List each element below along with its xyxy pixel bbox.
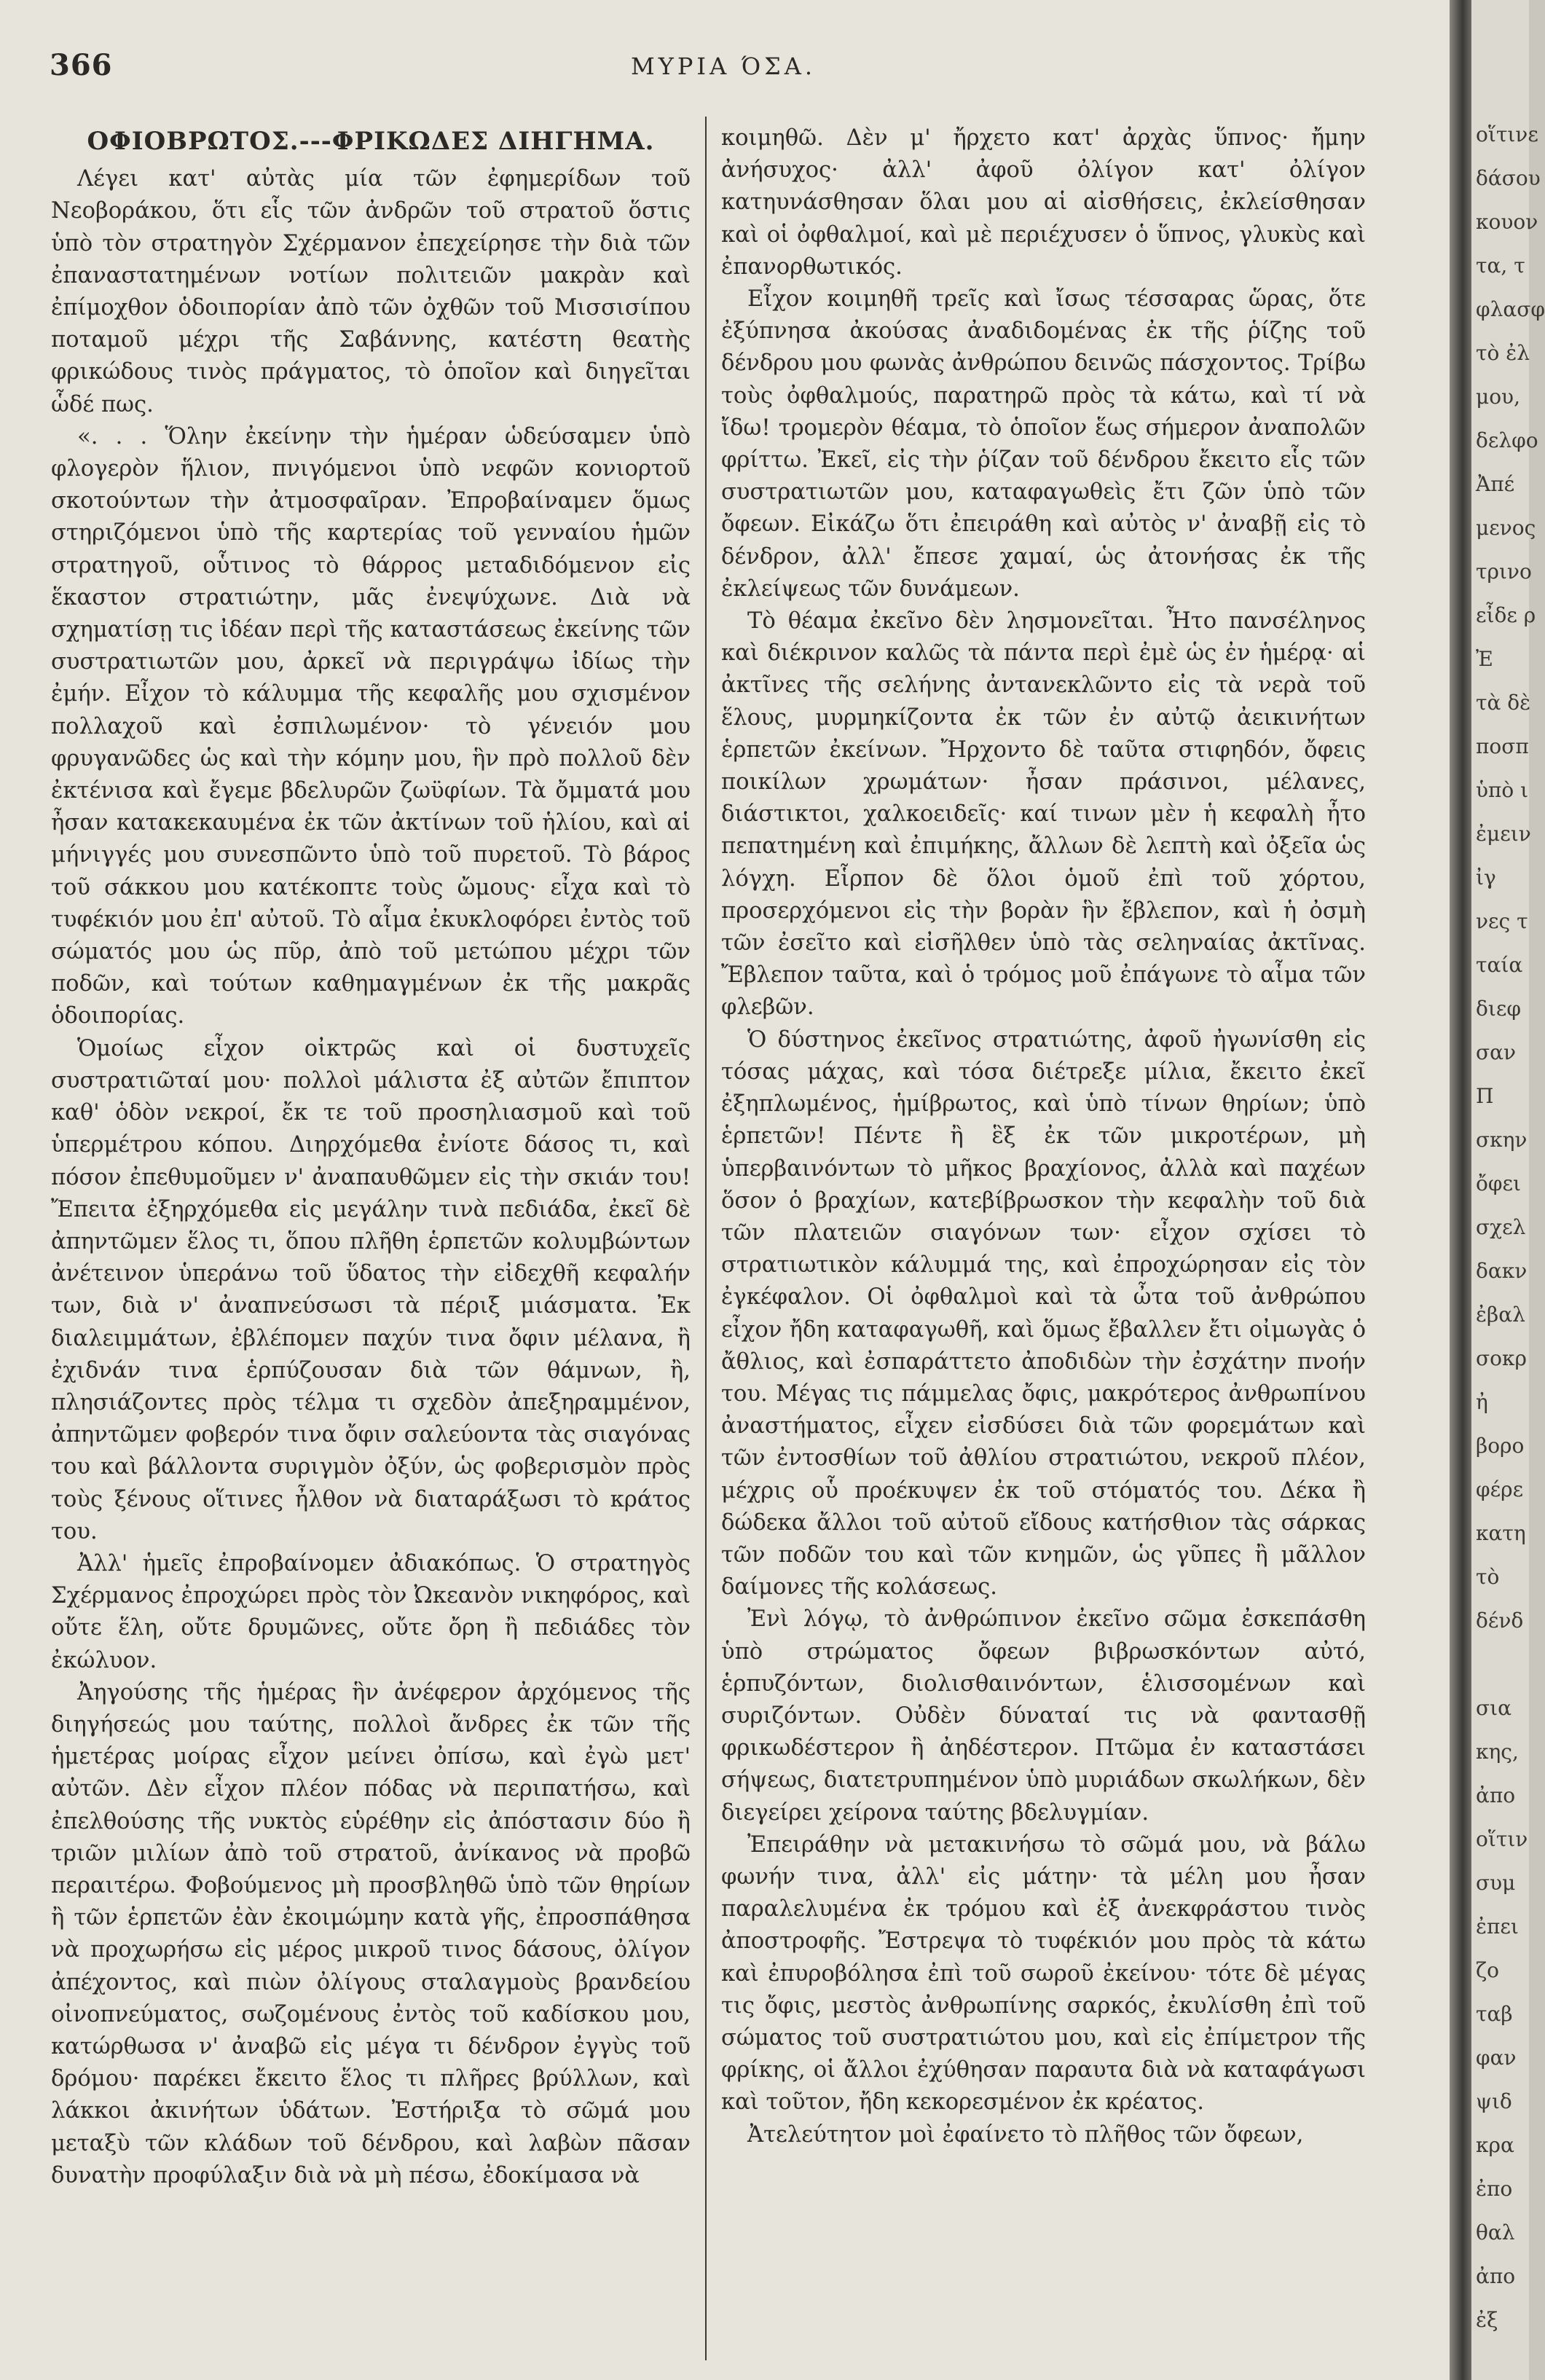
next-page-fragment: τὸ ἐλ — [1476, 341, 1530, 365]
paragraph: Ὁμοίως εἶχον οἰκτρῶς καὶ οἱ δυστυχεῖς συστρατιῶταί μου· πολλοὶ μάλιστα ἐξ αὐτῶν ἔπιπτον καθ' ὁδὸν νεκροί, ἔκ τε τοῦ προσηλιασμοῦ καὶ τοῦ ὑπερμέτρου κόπου. Διηρχόμεθα ἐνίοτε δάσος τι, καὶ πόσον ἐπεθυμοῦμεν ν' ἀναπαυθῶμεν εἰς τὴν σκιάν του! Ἔπειτα ἐξηρχόμεθα εἰς μεγάλην τινὰ πεδιάδα, ἐκεῖ δὲ ἀπηντῶμεν ἕλος τι, ὅπου πλῆθη ἑρπετῶν κολυμβώντων ἀνέτεινον ὑπεράνω τοῦ ὕδατος τὴν εἰδεχθῆ κεφαλήν των, διὰ ν' ἀναπνεύσωσι τὰ πέριξ μιάσματα. Ἐκ διαλειμμάτων, ἐβλέπομεν παχύν τινα ὄφιν μέλανα, ἢ ἐχιδνάν τινα ἑρπύζουσαν διὰ τῶν θάμνων, ἢ, πλησιάζοντες πρὸς τέλμα τι σχεδὸν ἀπεξηραμμένον, ἀπηντῶμεν φοβερόν τινα ὄφιν σαλεύοντα τὰς σιαγόνας του καὶ βάλλοντα συριγμὸν ὀξύν, ὡς φοβερισμὸν πρὸς τοὺς ξένους οἵτινες ἦλθον νὰ διαταράξωσι τὸ κράτος του. — [51, 1035, 691, 1544]
next-page-fragment: δάσου — [1476, 166, 1541, 190]
next-page-fragment: οἵτινε — [1476, 122, 1538, 146]
next-page-fragment: μου, — [1476, 385, 1520, 409]
next-page-fragment: οἵτιν — [1476, 1827, 1528, 1851]
next-page-fragment: μενος — [1476, 516, 1536, 540]
next-page-fragment: εἶδε ρ — [1476, 603, 1536, 627]
paragraph: Τὸ θέαμα ἐκεῖνο δὲν λησμονεῖται. Ἦτο πανσέληνος καὶ διέκρινον καλῶς τὰ πάντα περὶ ἐμὲ ὡς ἐν ἡμέρᾳ· αἱ ἀκτῖνες τῆς σελήνης ἀντανεκλῶντο εἰς τὰ νερὰ τοῦ ἕλους, μυρμηκίζοντα ἐκ τῶν ἐν αὐτῷ ἀεικινήτων ἑρπετῶν ἐκείνων. Ἤρχοντο δὲ ταῦτα στιφηδόν, ὄφεις ποικίλων χρωμάτων· ἦσαν πράσινοι, μέλανες, διάστικτοι, χαλκοειδεῖς· καί τινων μὲν ἡ κεφαλὴ ἦτο πεπατημένη καὶ ἐπιμήκης, ἄλλων δὲ λεπτὴ καὶ ὀξεῖα ὡς λόγχη. Εἷρπον δὲ ὅλοι ὁμοῦ ἐπὶ τοῦ χόρτου, προσερχόμενοι εἰς τὴν βορὰν ἣν ἔβλεπον, καὶ ἡ ὀσμὴ τῶν ἐσεῖτο καὶ εἰσῆλθεν ὑπὸ τὰς σεληναίας ἀκτῖνας. Ἔβλεπον ταῦτα, καὶ ὁ τρόμος μοῦ ἐπάγωνε τὸ αἷμα τῶν φλεβῶν. — [721, 608, 1366, 1021]
next-page-fragment: ποσπ — [1476, 734, 1529, 758]
paragraph: Ὁ δύστηνος ἐκεῖνος στρατιώτης, ἀφοῦ ἠγωνίσθη εἰς τόσας μάχας, καὶ τόσα διέτρεξε μίλια, ἔκειτο ἐκεῖ ἐξηπλωμένος, ἡμίβρωτος, καὶ ὑπὸ τίνων θηρίων; ὑπὸ ἑρπετῶν! Πέντε ἢ ἓξ ἐκ τῶν μικροτέρων, μὴ ὑπερβαινόντων τὸ μῆκος βραχίονος, ἀλλὰ καὶ παχέων ὅσον ὁ βραχίων, κατεβίβρωσκον τὴν κεφαλὴν τοῦ διὰ τῶν πλατειῶν σιαγόνων των· εἶχον σχίσει τὸ στρατιωτικὸν κάλυμμά της, καὶ ἐπροχώρησαν εἰς τὸν ἐγκέφαλον. Οἱ ὀφθαλμοὶ καὶ τὰ ὦτα τοῦ ἀνθρώπου εἶχον ἤδη καταφαγωθῆ, καὶ ὅμως ἔβαλλεν ἔτι οἰμωγὰς ὁ ἄθλιος, καὶ ἐσπαράττετο ἀποδιδὼν τὴν ἐσχάτην πνοήν του. Μέγας τις πάμμελας ὄφις, μακρότερος ἀνθρωπίνου ἀναστήματος, εἶχεν εἰσδύσει διὰ τῶν φορεμάτων καὶ τῶν ἐντοσθίων τοῦ ἀθλίου στρατιώτου, νεκροῦ πλέον, μέχρις οὗ προέκυψεν ἐκ τοῦ στόματός του. Δέκα ἢ δώδεκα ἄλλοι τοῦ αὐτοῦ εἴδους κατήσθιον τὰς σάρκας τῶν ποδῶν του καὶ τῶν κνημῶν, ὡς γῦπες ἢ μᾶλλον δαίμονες τῆς κολάσεως. — [721, 1026, 1366, 1601]
next-page-fragment: ὑπὸ ι — [1476, 778, 1529, 802]
next-page-fragment: τὰ δὲ — [1476, 691, 1531, 715]
next-page-fragment: θαλ — [1476, 2220, 1515, 2244]
next-page-fragment: ἐπει — [1476, 1914, 1519, 1939]
next-page-fragment: συμ — [1476, 1871, 1516, 1895]
paragraph: κοιμηθῶ. Δὲν μ' ἤρχετο κατ' ἀρχὰς ὕπνος· ἤμην ἀνήσυχος· ἀλλ' ἀφοῦ ὀλίγον κατ' ὀλίγον κατηυνάσθησαν ὅλαι μου αἱ αἰσθήσεις, ἐκλείσθησαν καὶ οἱ ὀφθαλμοί, καὶ μὲ περιέχυσεν ὁ ὕπνος, γλυκὺς καὶ ἐπανορθωτικός. — [721, 125, 1366, 280]
paragraph: Ἀηγούσης τῆς ἡμέρας ἣν ἀνέφερον ἀρχόμενος τῆς διηγήσεώς μου ταύτης, πολλοὶ ἄνδρες ἐκ τῶν τῆς ἡμετέρας μοίρας εἶχον μείνει ὀπίσω, καὶ ἐγὼ μετ' αὐτῶν. Δὲν εἶχον πλέον πόδας νὰ περιπατήσω, καὶ ἐπελθούσης τῆς νυκτὸς εὑρέθην εἰς ἀπόστασιν δύο ἢ τριῶν μιλίων ἀπὸ τοῦ στρατοῦ, ἀνίκανος νὰ προβῶ περαιτέρω. Φοβούμενος μὴ προσβληθῶ ὑπὸ τῶν θηρίων ἢ τῶν ἑρπετῶν ἐὰν ἐκοιμώμην κατὰ γῆς, ἐπροσπάθησα νὰ προχωρήσω εἰς μέρος μικροῦ τινος δάσους, ὀλίγον ἀπέχοντος, καὶ πιὼν ὀλίγους σταλαγμοὺς βρανδείου οἰνοπνεύματος, σωζομένους ἐντὸς τοῦ καδίσκου μου, κατώρθωσα ν' ἀναβῶ εἰς μέγα τι δένδρον ἐγγὺς τοῦ δρόμου· παρέκει ἔκειτο ἕλος τι πλῆρες βρύλλων, καὶ λάκκοι ἀκινήτων ὑδάτων. Ἐστήριξα τὸ σῶμά μου μεταξὺ τῶν κλάδων τοῦ δένδρου, καὶ λαβὼν πᾶσαν δυνατὴν προφύλαξιν διὰ νὰ μὴ πέσω, ἐδοκίμασα νὰ — [51, 1679, 691, 2188]
next-page-fragment: Ἀπέ — [1476, 472, 1515, 496]
next-page-fragment: διεφ — [1476, 997, 1521, 1021]
next-page-fragment: ὄφει — [1476, 1171, 1521, 1195]
next-page-fragment: τὸ — [1476, 1565, 1500, 1589]
next-page-fragment: ταβ — [1476, 2002, 1513, 2026]
next-page-fragment: δένδ — [1476, 1609, 1524, 1633]
right-column — [721, 122, 1366, 2151]
next-page-fragment: φέρε — [1476, 1477, 1524, 1501]
next-page-fragment: σοκρ — [1476, 1346, 1527, 1370]
next-page-fragment: ἐξ — [1476, 2308, 1498, 2332]
next-page-edge — [1471, 0, 1545, 2380]
next-page-fragment: ψιδ — [1476, 2089, 1512, 2113]
paragraph: Ἐπειράθην νὰ μετακινήσω τὸ σῶμά μου, νὰ βάλω φωνήν τινα, ἀλλ' εἰς μάτην· τὰ μέλη μου ἦσαν παραλελυμένα ἐκ τρόμου καὶ ἐξ ἀνεκφράστου τινὸς ἀποστροφῆς. Ἔστρεψα τὸ τυφέκιόν μου πρὸς τὰ κάτω καὶ ἐπυροβόλησα ἐπὶ τοῦ σωροῦ ἐκείνου· τότε δὲ μέγας τις ὄφις, μεστὸς ἀνθρωπίνης σαρκός, ἐκυλίσθη ἐπὶ τοῦ σώματος τοῦ συστρατιώτου μου, καὶ εἰς ἐπίμετρον τῆς φρίκης, οἱ ἄλλοι ἐχύθησαν παραυτα διὰ νὰ καταφάγωσι καὶ τοῦτον, ἤδη κεκορεσμένον ἐκ κρέατος. — [721, 1831, 1366, 2116]
paragraph: «. . . Ὅλην ἐκείνην τὴν ἡμέραν ὡδεύσαμεν ὑπὸ φλογερὸν ἥλιον, πνιγόμενοι ὑπὸ νεφῶν κονιορτοῦ σκοτούντων τὴν ἀτμοσφαῖραν. Ἐπροβαίναμεν ὅμως στηριζόμενοι ὑπὸ τῆς καρτερίας τοῦ γενναίου ἡμῶν στρατηγοῦ, οὗτινος τὸ θάρρος μεταδιδόμενον εἰς ἕκαστον στρατιώτην, μᾶς ἐνεψύχωνε. Διὰ νὰ σχηματίσῃ τις ἰδέαν περὶ τῆς καταστάσεως ἐκείνης τῶν συστρατιωτῶν μου, ἀρκεῖ νὰ περιγράψω ἰδίως τὴν ἐμήν. Εἶχον τὸ κάλυμμα τῆς κεφαλῆς μου σχισμένον πολλαχοῦ καὶ ἐσπιλωμένον· τὸ γένειόν μου φρυγανῶδες ὡς καὶ τὴν κόμην μου, ἣν πρὸ πολλοῦ δὲν ἐκτένισα καὶ ἔγεμε βδελυρῶν ζωϋφίων. Τὰ ὄμματά μου ἦσαν κατακεκαυμένα ἐκ τῶν ἀκτίνων τοῦ ἡλίου, καὶ αἱ μήνιγγές μου συνεσπῶντο ὑπὸ τοῦ πυρετοῦ. Τὸ βάρος τοῦ σάκκου μου κατέκοπτε τοὺς ὤμους· εἶχα καὶ τὸ τυφέκιόν μου ἐπ' αὐτοῦ. Τὸ αἷμα ἐκυκλοφόρει ἐντὸς τοῦ σώματός μου ὡς πῦρ, ἀπὸ τοῦ μετώπου μέχρι τῶν ποδῶν, καὶ τούτων καθημαγμένων ἐκ τῆς μακρᾶς ὁδοιπορίας. — [51, 423, 691, 1029]
paragraph: Λέγει κατ' αὐτὰς μία τῶν ἐφημερίδων τοῦ Νεοβοράκου, ὅτι εἷς τῶν ἀνδρῶν τοῦ στρατοῦ ὅστις ὑπὸ τὸν στρατηγὸν Σχέρμανον ἐπεχείρησε τὴν διὰ τῶν ἐπαναστατημένων νοτίων πολιτειῶν μακρὰν καὶ ἐπίμοχθον ὁδοιπορίαν ἀπὸ τῶν ὀχθῶν τοῦ Μισσισίπου ποταμοῦ μέχρι τῆς Σαβάννης, κατέστη θεατὴς φρικώδους τινὸς πράγματος, τὸ ὁποῖον καὶ διηγεῖται ὧδέ πως. — [51, 166, 691, 417]
column-divider — [705, 117, 707, 2360]
next-page-fragment: σια — [1476, 1696, 1511, 1720]
next-page-fragment: σχελ — [1476, 1215, 1526, 1239]
article-title: ΟΦΙΟΒΡΩΤΟΣ.---ΦΡΙΚΩΔΕΣ ΔΙΗΓΗΜΑ. — [87, 127, 655, 156]
paragraph: Ἀλλ' ἡμεῖς ἐπροβαίνομεν ἀδιακόπως. Ὁ στρατηγὸς Σχέρμανος ἐπροχώρει πρὸς τὸν Ὠκεανὸν νικηφόρος, καὶ οὔτε ἕλη, οὔτε δρυμῶνες, οὔτε ὄρη ἢ πεδιάδες τὸν ἐκώλυον. — [51, 1550, 691, 1673]
next-page-fragment: σκην — [1476, 1128, 1528, 1152]
next-page-fragment: νες τ — [1476, 909, 1528, 933]
next-page-fragment: ἀπο — [1476, 1783, 1516, 1807]
next-page-fragment: τα, τ — [1476, 254, 1525, 278]
next-page-fragment: ζο — [1476, 1958, 1500, 1982]
next-page-fragment: κρα — [1476, 2133, 1514, 2157]
paragraph: Ἐνὶ λόγῳ, τὸ ἀνθρώπινον ἐκεῖνο σῶμα ἐσκεπάσθη ὑπὸ στρώματος ὄφεων βιβρωσκόντων αὐτό, ἑρπυζόντων, διολισθαινόντων, ἑλισσομένων καὶ συριζόντων. Οὐδὲν δύναταί τις νὰ φαντασθῇ φρικωδέστερον ἢ ἀηδέστερον. Πτῶμα ἐν καταστάσει σήψεως, διατετρυπημένον ὑπὸ μυριάδων σκωλήκων, δὲν διεγείρει χείρονα ταύτης βδελυγμίαν. — [721, 1606, 1366, 1826]
next-page-fragment: ἐπο — [1476, 2177, 1513, 2201]
book-gutter — [1450, 0, 1471, 2380]
page-header — [50, 48, 1397, 92]
next-page-fragment: τρινο — [1476, 559, 1532, 584]
next-page-fragment: κης, — [1476, 1740, 1519, 1764]
next-page-fragment: φλασφ — [1476, 297, 1545, 321]
next-page-fragment: ἰγ — [1476, 865, 1496, 889]
paragraph: Εἶχον κοιμηθῆ τρεῖς καὶ ἴσως τέσσαρας ὥρας, ὅτε ἐξύπνησα ἀκούσας ἀναδιδομένας ἐκ τῆς ῥίζης τοῦ δένδρου μου φωνὰς ἀνθρώπου δεινῶς πάσχοντος. Τρίβω τοὺς ὀφθαλμούς, παρατηρῶ πρὸς τὰ κάτω, καὶ τί νὰ ἴδω! τρομερὸν θέαμα, τὸ ὁποῖον ἕως σήμερον ἀναπολῶν φρίττω. Ἐκεῖ, εἰς τὴν ῥίζαν τοῦ δένδρου ἔκειτο εἷς τῶν συστρατιωτῶν μου, καταφαγωθεὶς ἔτι ζῶν ὑπὸ τῶν ὄφεων. Εἰκάζω ὅτι ἐπειράθη καὶ αὐτὸς ν' ἀναβῇ εἰς τὸ δένδρον, ἀλλ' ἔπεσε χαμαί, ὡς ἀτονήσας ἐκ τῆς ἐκλείψεως τῶν δυνάμεων. — [721, 286, 1366, 602]
next-page-fragment: δελφο — [1476, 428, 1538, 452]
next-page-fragment: ἐμειν — [1476, 822, 1531, 846]
next-page-fragment: Ἐ — [1476, 647, 1493, 671]
next-page-fragment: δακν — [1476, 1259, 1528, 1283]
next-page-fragment: Π — [1476, 1084, 1494, 1108]
next-page-fragment: ἠ — [1476, 1390, 1488, 1414]
left-column — [51, 122, 691, 2192]
running-title: ΜΥΡΙΑ ΌΣΑ. — [631, 52, 816, 80]
next-page-fragment: βορο — [1476, 1434, 1525, 1458]
next-page-fragment: ταία — [1476, 953, 1523, 977]
next-page-fragment: φαν — [1476, 2046, 1517, 2070]
next-page-fragment: κουον — [1476, 210, 1538, 234]
next-page-fragment: ἀπο — [1476, 2264, 1516, 2288]
next-page-fragment: κατη — [1476, 1521, 1526, 1545]
next-page-fragment: σαν — [1476, 1040, 1517, 1064]
page-number: 366 — [50, 48, 113, 82]
paragraph: Ἀτελεύτητον μοὶ ἐφαίνετο τὸ πλῆθος τῶν ὄφεων, — [747, 2121, 1304, 2148]
next-page-fragment: ἐβαλ — [1476, 1303, 1525, 1327]
